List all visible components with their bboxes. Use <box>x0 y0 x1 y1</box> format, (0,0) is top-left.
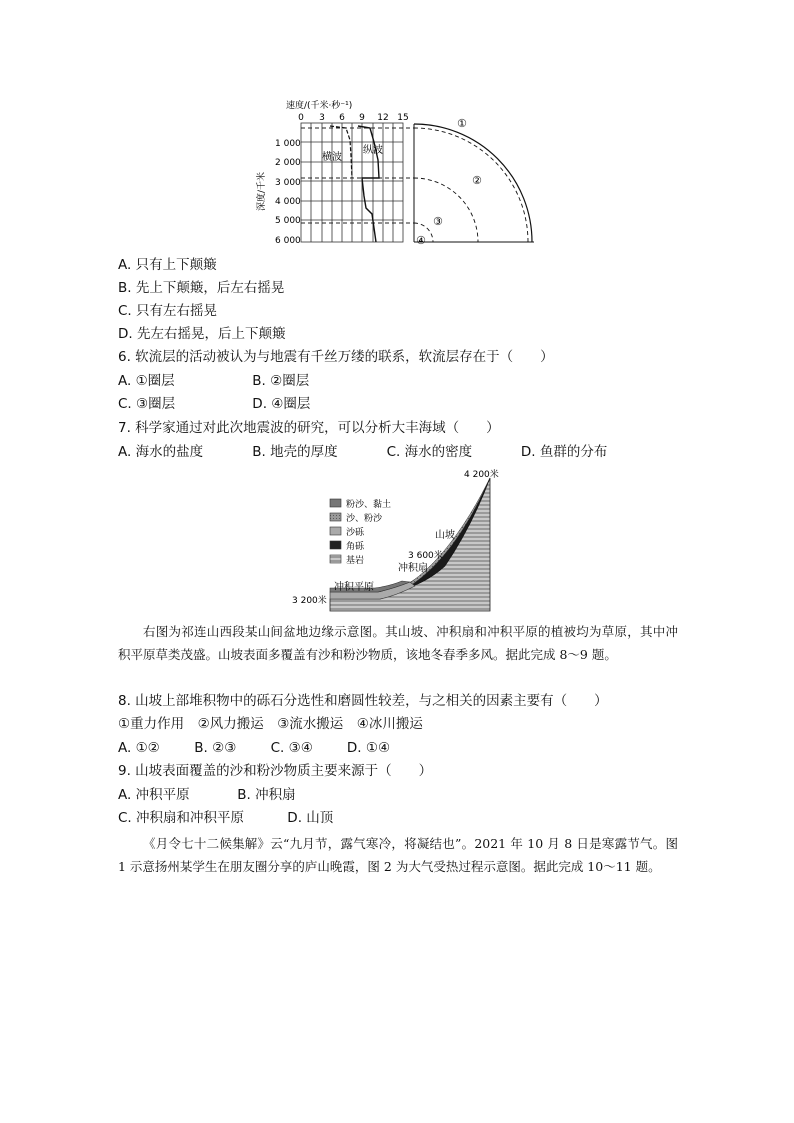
q7-option-d: D. 鱼群的分布 <box>520 444 608 460</box>
legend-swatch-bedrock <box>330 555 341 563</box>
speed-tick: 15 <box>397 113 409 123</box>
depth-tick: 5 000 <box>275 216 301 226</box>
speed-tick: 0 <box>298 113 304 123</box>
legend-swatch-gravel <box>330 527 341 535</box>
q7-stem: 7. 科学家通过对此次地震波的研究，可以分析大丰海域（ ） <box>118 420 500 436</box>
layer-marks <box>416 117 482 247</box>
depth-tick: 4 000 <box>275 197 301 207</box>
speed-tick: 6 <box>339 113 345 123</box>
q5-option-b: B. 先上下颠簸，后左右摇晃 <box>118 280 285 296</box>
speed-axis-title: 速度/(千米·秒⁻¹) <box>286 101 353 111</box>
q6-stem: 6. 软流层的活动被认为与地震有千丝万缕的联系，软流层存在于（ ） <box>118 349 554 365</box>
base-elevation-label: 3 200米 <box>292 596 327 606</box>
q6-options-row1 <box>118 371 309 391</box>
q9-option-d: D. 山顶 <box>287 810 334 826</box>
legend-label: 基岩 <box>346 556 365 566</box>
q6-option-d: D. ④圈层 <box>252 396 311 412</box>
fan-label: 冲积扇 <box>398 563 428 574</box>
legend-swatch-silt-clay <box>330 499 341 507</box>
q6-option-c: C. ③圈层 <box>118 396 176 412</box>
seismic-wave-figure <box>250 96 540 248</box>
q8-option-d: D. ①④ <box>346 740 391 756</box>
speed-tick: 3 <box>319 113 325 123</box>
layer-mark: ① <box>457 117 467 130</box>
depth-tick: 1 000 <box>275 139 301 149</box>
q7-option-a: A. 海水的盐度 <box>118 444 204 460</box>
q9-option-c: C. 冲积扇和冲积平原 <box>118 810 245 826</box>
q7-options <box>118 442 607 462</box>
p-wave-label: 纵波 <box>363 145 383 156</box>
speed-depth-grid <box>301 123 403 242</box>
q5-option-d: D. 先左右摇晃，后上下颠簸 <box>118 326 286 342</box>
q8-stem: 8. 山坡上部堆积物中的砾石分选性和磨圆性较差，与之相关的因素主要有（ ） <box>118 693 608 709</box>
q9-options-row2 <box>118 808 333 828</box>
q9-option-b: B. 冲积扇 <box>237 787 296 803</box>
q8-option-c: C. ③④ <box>270 740 313 756</box>
basin-legend <box>330 498 391 566</box>
speed-tick: 9 <box>359 113 365 123</box>
slope-label: 山坡 <box>435 530 455 541</box>
legend-swatch-breccia <box>330 541 341 549</box>
s-wave-label: 横波 <box>322 152 342 163</box>
speed-tick: 12 <box>377 113 389 123</box>
layer-mark: ③ <box>433 215 443 228</box>
moho-arc <box>414 128 528 242</box>
q6-options-row2 <box>118 394 310 414</box>
layer-mark: ④ <box>416 234 426 247</box>
p-wave-curve <box>358 126 379 242</box>
legend-label: 沙砾 <box>346 528 365 538</box>
layer-mark: ② <box>472 174 482 187</box>
legend-label: 角砾 <box>346 542 365 552</box>
depth-tick: 2 000 <box>275 158 301 168</box>
q9-options-row1 <box>118 785 296 805</box>
depth-axis-label: 深度/千米 <box>257 171 267 211</box>
q6-option-a: A. ①圈层 <box>118 373 175 389</box>
q6-option-b: B. ②圈层 <box>252 373 310 389</box>
passage-cold-dew: 《月令七十二候集解》云“九月节，露气寒冷，将凝结也”。2021 年 10 月 8 日是寒露节气。图 1 示意扬州某学生在朋友圈分享的庐山晚霞，图 2 为大气受热过程示意图。据此完成 10～11 题。 <box>118 836 678 874</box>
depth-tick: 3 000 <box>275 178 301 188</box>
top-elevation-label: 4 200米 <box>464 470 499 480</box>
speed-ticks <box>298 113 409 123</box>
mid-elevation-label: 3 600米 <box>408 551 443 561</box>
legend-swatch-sand-silt <box>330 513 341 521</box>
depth-tick: 6 000 <box>275 236 301 246</box>
q8-option-a: A. ①② <box>118 740 160 756</box>
depth-ticks <box>275 139 301 246</box>
q5-option-c: C. 只有左右摇晃 <box>118 303 218 319</box>
q8-options <box>118 738 390 758</box>
q7-option-b: B. 地壳的厚度 <box>252 444 338 460</box>
gutenberg-arc <box>414 178 478 242</box>
basin-section-figure <box>290 466 510 616</box>
passage-basin: 右图为祁连山西段某山间盆地边缘示意图。其山坡、冲积扇和冲积平原的植被均为草原，其中冲积平原草类茂盛。山坡表面多覆盖有沙和粉沙物质，该地冬春季多风。据此完成 8～9 题。 <box>118 624 678 662</box>
q9-stem: 9. 山坡表面覆盖的沙和粉沙物质主要来源于（ ） <box>118 763 433 779</box>
plain-label: 冲积平原 <box>334 582 374 593</box>
q9-option-a: A. 冲积平原 <box>118 787 190 803</box>
q8-option-b: B. ②③ <box>194 740 237 756</box>
q7-option-c: C. 海水的密度 <box>386 444 473 460</box>
legend-label: 粉沙、黏土 <box>346 500 392 510</box>
legend-label: 沙、粉沙 <box>346 514 383 524</box>
q5-option-a: A. 只有上下颠簸 <box>118 257 217 273</box>
q8-items: ①重力作用 ②风力搬运 ③流水搬运 ④冰川搬运 <box>118 716 423 732</box>
